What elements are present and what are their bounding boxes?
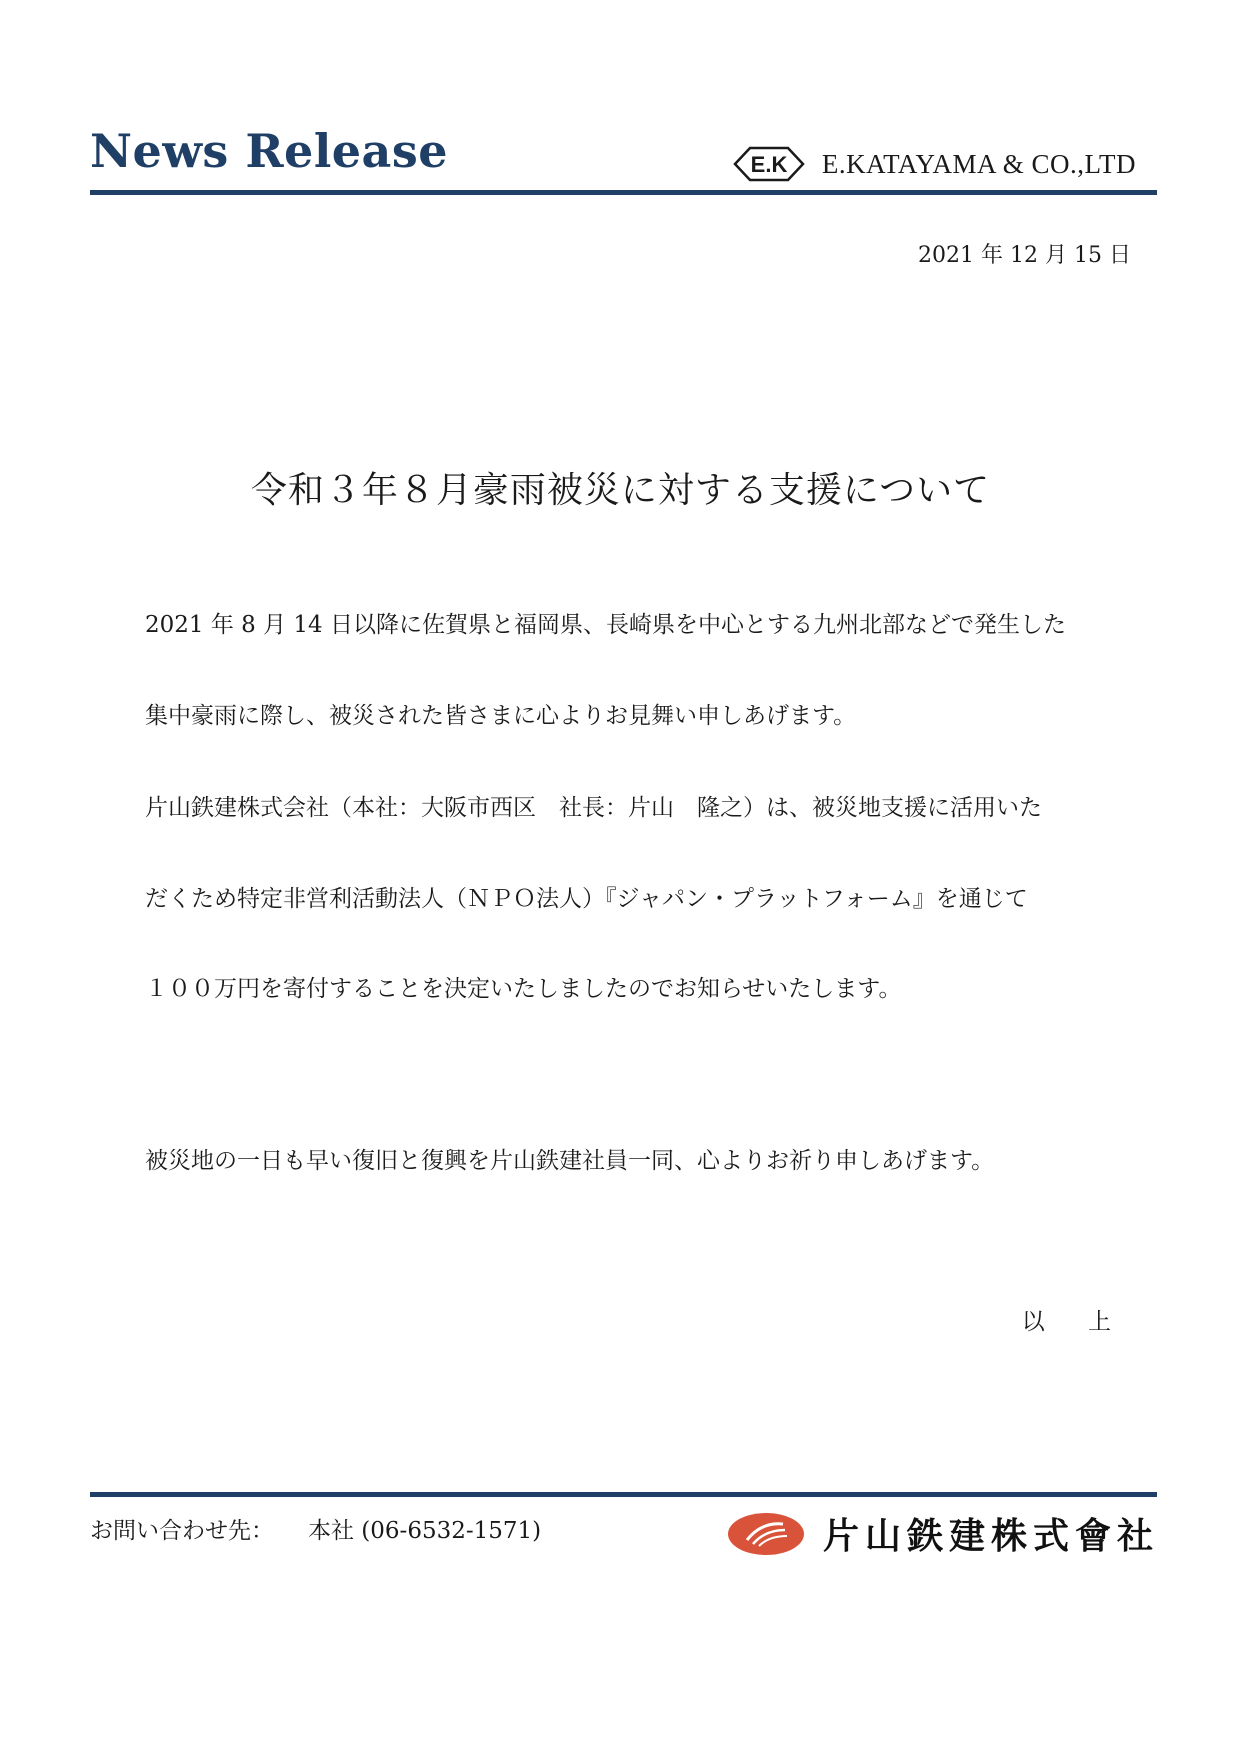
contact-info: [90, 1512, 541, 1545]
company-header-logo: [732, 144, 1136, 184]
news-release-heading: News Release: [90, 124, 449, 178]
release-date: 2021 年 12 月 15 日: [918, 243, 1131, 268]
contact-value: 本社 (06-6532-1571): [308, 1518, 542, 1544]
body-line-3: 片山鉄建株式会社（本社：大阪市西区 社長：片山 隆之）は、被災地支援に活用いた: [145, 795, 1042, 821]
closing-mark: 以 上: [1021, 1309, 1129, 1335]
body-line-2: 集中豪雨に際し、被災された皆さまに心よりお見舞い申しあげます。: [145, 703, 857, 729]
body-line-1: 2021 年 8 月 14 日以降に佐賀県と福岡県、長崎県を中心とする九州北部などで発生した: [145, 612, 1066, 638]
body-line-4: だくため特定非営利活動法人（ＮＰＯ法人）『ジャパン・プラットフォーム』を通じて: [145, 886, 1028, 912]
header-divider: [90, 190, 1157, 195]
company-name-jp: 片山鉄建株式會社: [822, 1516, 1159, 1557]
footer-divider: [90, 1492, 1157, 1497]
ek-logo-icon: [732, 144, 806, 184]
body-line-5: １００万円を寄付することを決定いたしましたのでお知らせいたします。: [145, 976, 902, 1002]
body-line-6: 被災地の一日も早い復旧と復興を片山鉄建社員一同、心よりお祈り申しあげます。: [145, 1148, 995, 1174]
company-name-en: E.KATAYAMA & CO.,LTD: [821, 148, 1136, 179]
document-title: 令和３年８月豪雨被災に対する支援について: [250, 470, 991, 511]
ek-logo-text: E.K: [750, 152, 788, 177]
contact-label: お問い合わせ先：: [90, 1518, 274, 1544]
company-footer-logo: [727, 1508, 1159, 1559]
company-emblem-icon: [727, 1512, 805, 1556]
